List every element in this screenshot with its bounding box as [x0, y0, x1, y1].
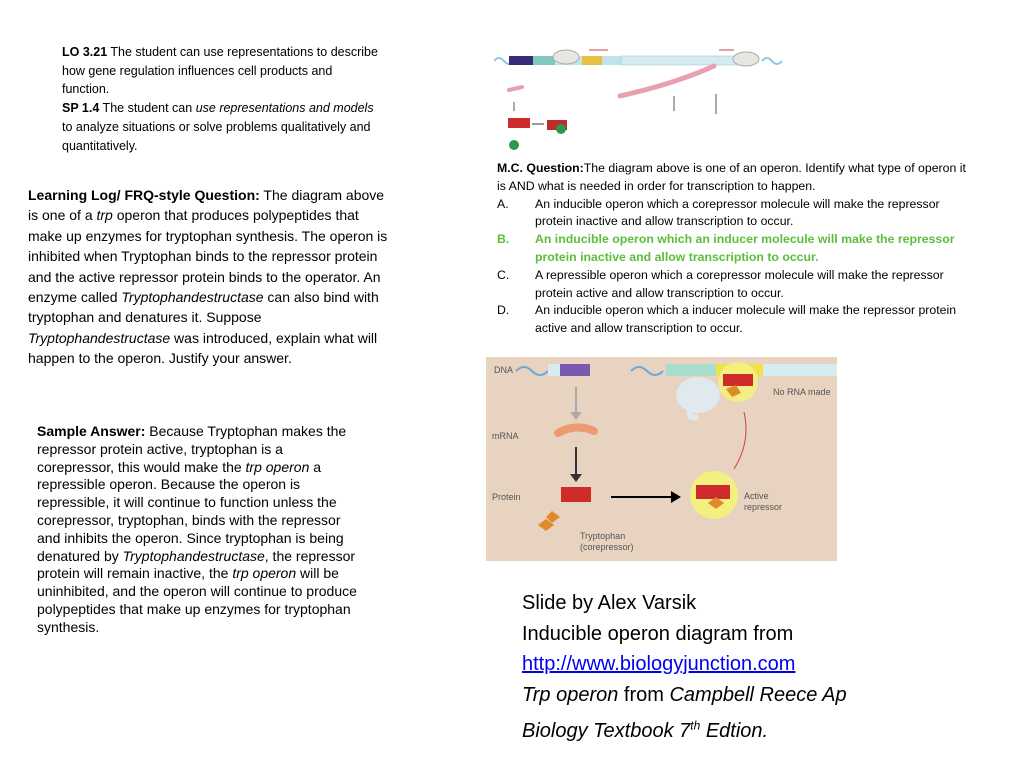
lo-text: The student can use representations to describe how gene regulation influences cell products and function. [62, 45, 378, 97]
sa-text: , the repressor protein will remain inactive, the [37, 547, 356, 582]
mc-option-a [497, 196, 977, 232]
ll-italic: trp [96, 207, 113, 224]
option-text: An inducible operon which a corepressor molecule will make the repressor protein inactive and allow transcription to occur. [535, 196, 940, 229]
sa-italic: trp operon [245, 458, 310, 475]
mrna-label: mRNA [492, 431, 519, 441]
learning-objective [62, 43, 382, 155]
lo-code: LO 3.21 [62, 45, 108, 59]
tryptophan-label: Tryptophan [580, 531, 626, 541]
sa-text: a repressible operon. Because the operon is repressible, it will continue to function unless the corepressor, tryptophan, binds with the repressor and inhibits the operon. Since tryptophan is being denatured by [37, 458, 344, 564]
mc-option-c [497, 267, 977, 303]
credit-source: Inducible operon diagram from [522, 622, 794, 645]
sp-text-italic: use representations and models [195, 101, 374, 116]
option-letter: C. [497, 267, 510, 282]
option-letter: A. [497, 196, 509, 211]
credit-italic: Trp operon [522, 683, 619, 706]
sa-text: Because Tryptophan makes the repressor protein active, tryptophan is a corepressor, this would make the [37, 423, 347, 475]
protein-label: Protein [492, 492, 521, 502]
credit-italic: Biology Textbook 7 [522, 719, 691, 742]
sample-answer-heading: Sample Answer: [37, 423, 146, 439]
active-repressor-label: Active [744, 491, 769, 501]
credit-author: Slide by Alex Varsik [522, 592, 697, 614]
ll-text: was introduced, explain what will happen to the operon. Justify your answer. [28, 329, 378, 367]
inducible-operon-diagram [494, 44, 796, 156]
mc-option-d [497, 302, 977, 338]
active-repressor-label-2: repressor [744, 502, 783, 512]
mc-question-text: The diagram above is one of an operon. Identify what type of operon it is AND what is needed in order for transcription to happen. [497, 161, 966, 193]
mc-option-b-correct [497, 231, 977, 267]
credit-textbook [522, 710, 1002, 746]
ll-italic: Tryptophandestructase [121, 289, 264, 306]
sa-italic: Tryptophandestructase [122, 547, 265, 564]
mc-question-stem [497, 160, 977, 196]
option-text: An inducible operon which an inducer molecule will make the repressor protein inactive and allow transcription to occur. [535, 232, 955, 264]
credit-sup: th [690, 718, 701, 732]
learning-log-question [28, 185, 393, 369]
option-text: An inducible operon which a inducer molecule will make the repressor protein active and allow transcription to occur. [535, 303, 957, 336]
sp-text-end: to analyze situations or solve problems qualitatively and quantitatively. [62, 119, 371, 153]
source-link[interactable]: http://www.biologyjunction.com [522, 653, 796, 675]
ll-text: operon that produces polypeptides that make up enzymes for tryptophan synthesis. The operon is inhibited when Tryptophan binds to the repressor protein and the active repressor protein binds to the operator. An enzyme called [28, 207, 388, 306]
option-letter: B. [497, 232, 510, 247]
no-rna-label: No RNA made [773, 387, 831, 397]
credit-italic: Campbell Reece Ap [669, 683, 847, 706]
tryptophan-label-2: (corepressor) [580, 542, 634, 552]
credit-trp [522, 680, 1002, 711]
learning-log-heading: Learning Log/ FRQ-style Question: [28, 187, 260, 203]
slide-credits [522, 588, 1002, 746]
sa-text: will be uninhibited, and the operon will continue to produce polypeptides that make up enzymes for tryptophan synthesis. [37, 565, 357, 635]
ll-italic: Tryptophandestructase [28, 329, 171, 346]
sp-text: The student can [99, 101, 196, 116]
mc-question [497, 160, 977, 338]
ll-text: can also bind with tryptophan and denatures it. Suppose [28, 289, 379, 326]
option-letter: D. [497, 303, 510, 318]
credit-plain: from [618, 683, 670, 706]
option-text: A repressible operon which a corepressor molecule will make the repressor protein active and allow transcription to occur. [535, 267, 944, 300]
sa-italic: trp operon [232, 565, 297, 582]
credit-italic: Edtion. [700, 719, 769, 742]
sample-answer [37, 423, 357, 637]
dna-label: DNA [494, 365, 514, 375]
sp-code: SP 1.4 [62, 101, 100, 116]
trp-operon-diagram [486, 357, 837, 561]
ll-text: The diagram above is one of a [28, 187, 385, 224]
mc-heading: M.C. Question: [497, 161, 584, 175]
